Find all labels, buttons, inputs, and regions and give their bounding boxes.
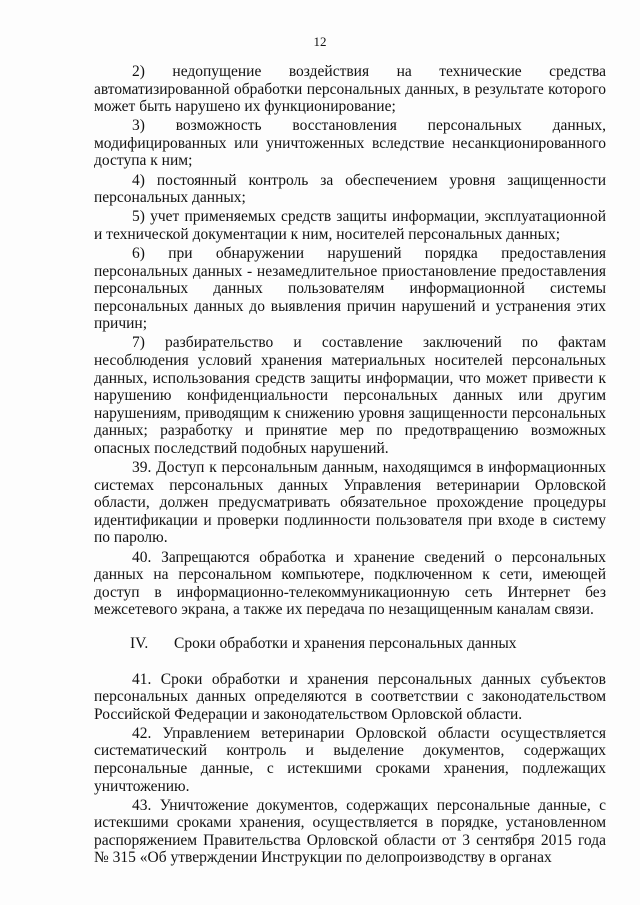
document-body [94, 63, 606, 869]
section-heading [94, 635, 606, 653]
paragraph-item-5: 5) учет применяемых средств защиты информации, эксплуатационной и технической документации к ним, носителей персональных данных; [94, 208, 606, 243]
paragraph-item-6: 6) при обнаружении нарушений порядка предоставления персональных данных - незамедлительное приостановление предоставления персональных данных пользователям информационной системы персональных данных до выявления причин нарушений и устранения этих причин; [94, 244, 606, 333]
paragraph-41: 41. Сроки обработки и хранения персональных данных субъектов персональных данных определяются в соответствии с законодательством Российской Федерации и законодательством Орловской области. [94, 670, 606, 723]
page-number: 12 [313, 34, 327, 49]
paragraph-40: 40. Запрещаются обработка и хранение сведений о персональных данных на персональном компьютере, подключенном к сети, имеющей доступ в информационно-телекоммуникационную сеть Интернет без межсетевого экрана, а также их передача по незащищенным каналам связи. [94, 548, 606, 619]
paragraph-39: 39. Доступ к персональным данным, находящимся в информационных системах персональных данных Управления ветеринарии Орловской области, должен предусматривать обязательное прохождение процедуры идентификации и проверки подлинности пользователя при входе в систему по паролю. [94, 459, 606, 547]
paragraph-item-3: 3) возможность восстановления персональных данных, модифицированных или уничтоженных вследствие несанкционированного доступа к ним; [94, 117, 606, 170]
paragraph-item-2: 2) недопущение воздействия на технические средства автоматизированной обработки персональных данных, в результате которого может быть нарушено их функционирование; [94, 63, 606, 116]
paragraph-item-4: 4) постоянный контроль за обеспечением уровня защищенности персональных данных; [94, 171, 606, 207]
paragraph-item-7: 7) разбирательство и составление заключений по фактам несоблюдения условий хранения материальных носителей персональных данных, использования средств защиты информации, что может привести к нарушению конфиденциальности персональных данных или другим нарушениям, приводящим к снижению уровня защищенности персональных данных; разработку и принятие мер по предотвращению возможных опасных последствий подобных нарушений. [94, 334, 606, 457]
paragraph-42: 42. Управлением ветеринарии Орловской области осуществляется систематический контроль и выделение документов, содержащих персональные данные, с истекшими сроками хранения, подлежащих уничтожению. [94, 724, 606, 795]
section-number: IV. [130, 634, 149, 652]
section-title: Сроки обработки и хранения персональных данных [174, 634, 517, 652]
paragraph-43: 43. Уничтожение документов, содержащих персональные данные, с истекшими сроками хранения, осуществляется в порядке, установленном распоряжением Правительства Орловской области от 3 сентября 2015 года № 315 «Об утверждении Инструкции по делопроизводству в органах [94, 796, 606, 867]
